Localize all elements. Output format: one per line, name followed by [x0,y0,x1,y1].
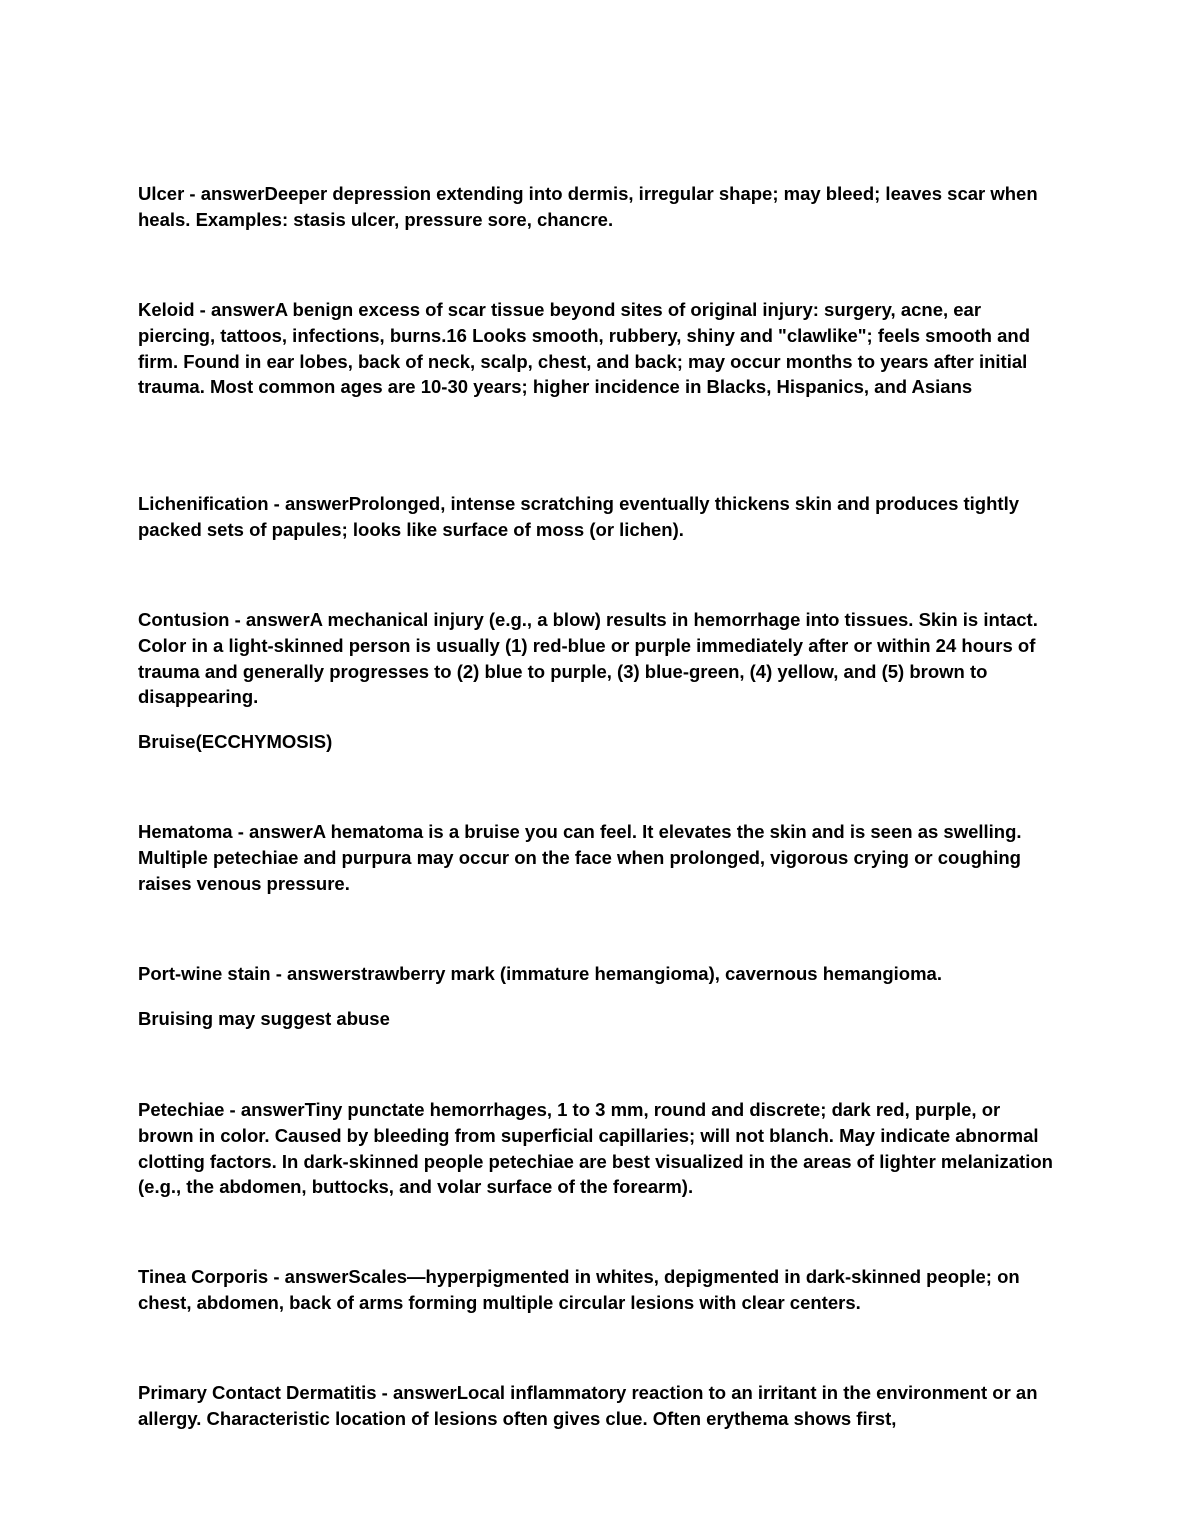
paragraph-lichenification: Lichenification - answerProlonged, intense scratching eventually thickens skin and produces tightly packed sets of papules; looks like surface of moss (or lichen). [138,493,1019,540]
paragraph-bruising-abuse: Bruising may suggest abuse [138,1008,390,1029]
paragraph-keloid: Keloid - answerA benign excess of scar tissue beyond sites of original injury: surgery, acne, ear piercing, tattoos, infections, burns.16 Looks smooth, rubbery, shiny and "clawlike"; feels smooth and firm. Found in ear lobes, back of neck, scalp, chest, and back; may occur months to years after initial trauma. Most common ages are 10-30 years; higher incidence in Blacks, Hispanics, and Asians [138,299,1030,398]
paragraph-contusion: Contusion - answerA mechanical injury (e.g., a blow) results in hemorrhage into tissues. Skin is intact. Color in a light-skinned person is usually (1) red-blue or purple immediately after or within 24 hours of trauma and generally progresses to (2) blue to purple, (3) blue-green, (4) yellow, and (5) brown to disappearing. [138,609,1038,708]
paragraph-bruise: Bruise(ECCHYMOSIS) [138,731,333,752]
paragraph-petechiae: Petechiae - answerTiny punctate hemorrhages, 1 to 3 mm, round and discrete; dark red, purple, or brown in color. Caused by bleeding from superficial capillaries; will not blanch. May indicate abnormal clotting factors. In dark-skinned people petechiae are best visualized in the areas of lighter melanization (e.g., the abdomen, buttocks, and volar surface of the forearm). [138,1099,1053,1198]
paragraph-ulcer: Ulcer - answerDeeper depression extending into dermis, irregular shape; may bleed; leaves scar when heals. Examples: stasis ulcer, pressure sore, chancre. [138,183,1038,230]
paragraph-tinea-corporis: Tinea Corporis - answerScales—hyperpigmented in whites, depigmented in dark-skinned people; on chest, abdomen, back of arms forming multiple circular lesions with clear centers. [138,1266,1020,1313]
paragraph-hematoma: Hematoma - answerA hematoma is a bruise you can feel. It elevates the skin and is seen as swelling. Multiple petechiae and purpura may occur on the face when prolonged, vigorous crying or coughing raises venous pressure. [138,821,1022,894]
paragraph-primary-contact-dermatitis: Primary Contact Dermatitis - answerLocal inflammatory reaction to an irritant in the environment or an allergy. Characteristic location of lesions often gives clue. Often erythema shows first, [138,1382,1038,1429]
paragraph-port-wine-stain: Port-wine stain - answerstrawberry mark (immature hemangioma), cavernous hemangioma. [138,963,942,984]
